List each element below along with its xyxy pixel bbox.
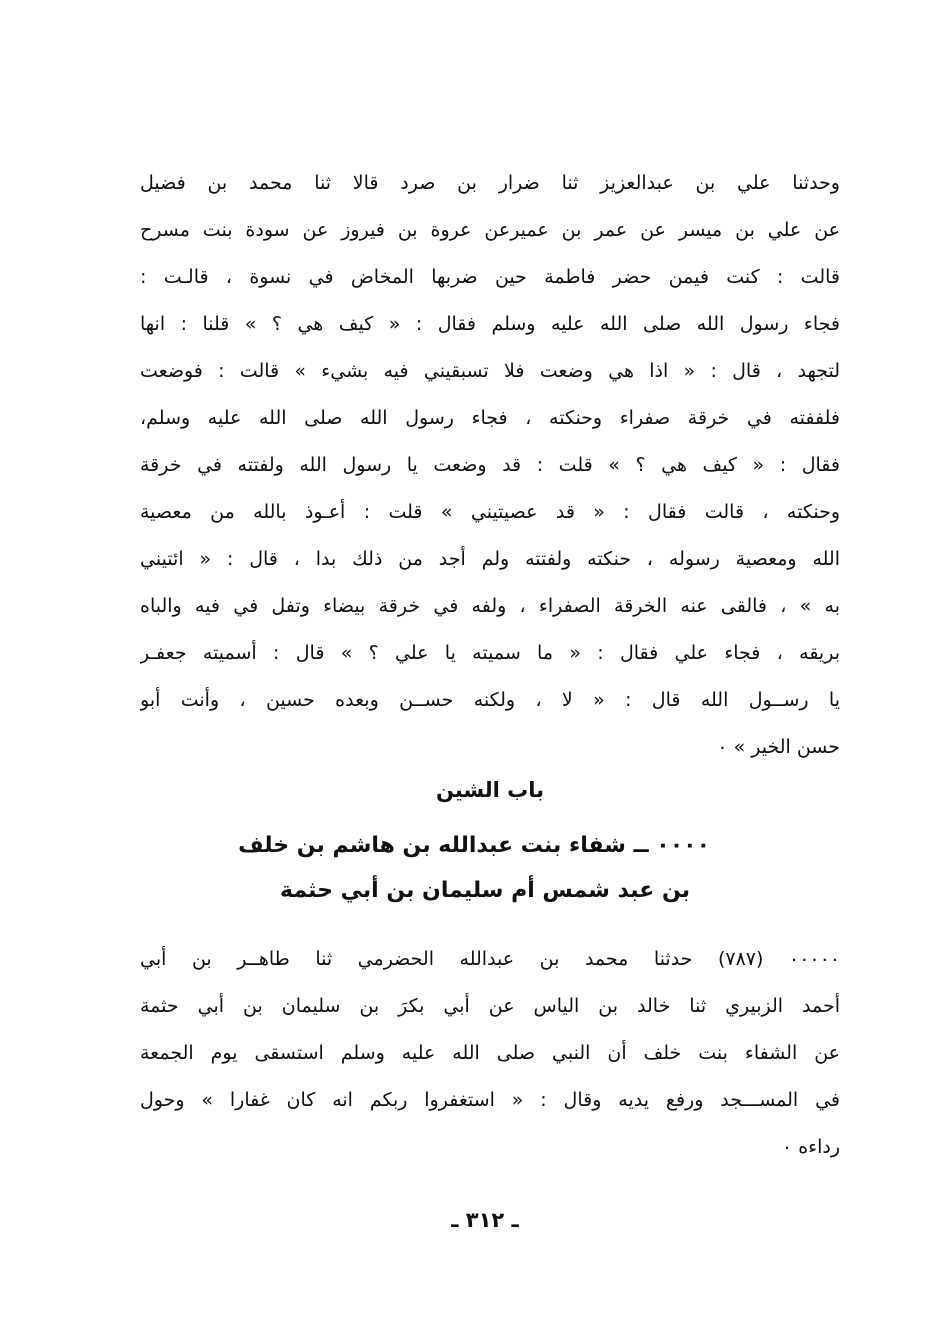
text-line: عن علي بن ميسر عن عمر بن عميرعن عروة بن فيروز عن سودة بنت مسرح bbox=[140, 219, 840, 241]
text-line: يا رســول الله قال : « لا ، ولكنه حســن وبعده حسين ، وأنت أبو bbox=[140, 689, 840, 711]
text-line: في المســـجد ورفع يديه وقال : « استغفروا ربكم انه كان غفارا » وحول bbox=[140, 1089, 840, 1111]
text-line: لتجهد ، قال : « اذا هي وضعت فلا تسبقيني فيه بشيء » قالت : فوضعت bbox=[140, 360, 840, 382]
text-line: حسن الخير » ٠ bbox=[717, 736, 840, 758]
text-line: بريقه ، فجاء علي فقال : « ما سميته يا علي ؟ » قال : أسميته جعفـر bbox=[140, 642, 840, 664]
text-line: أحمد الزبيري ثنا خالد بن الياس عن أبي بكرَ بن سليمان بن أبي حثمة bbox=[140, 995, 840, 1017]
text-line: فلففته في خرقة صفراء وحنكته ، فجاء رسول الله صلى الله عليه وسلم، bbox=[140, 407, 840, 429]
text-line: ٠٠٠٠٠ (٧٨٧) حدثنا محمد بن عبدالله الحضرمي ثنا طاهــر بن أبي bbox=[140, 948, 840, 970]
text-line: قالت : كنت فيمن حضر فاطمة حين ضربها المخاض في نسوة ، قالـت : bbox=[140, 266, 840, 288]
text-line: فقال : « كيف هي ؟ » قلت : قد وضعت يا رسول الله ولفتته في خرقة bbox=[140, 454, 840, 476]
text-line: وحدثنا علي بن عبدالعزيز ثنا ضرار بن صرد قالا ثنا محمد بن فضيل bbox=[140, 172, 840, 194]
section-heading: باب الشين bbox=[435, 778, 545, 802]
page-number: ـ ٣١٢ ـ bbox=[451, 1208, 519, 1232]
text-line: رداءه ٠ bbox=[781, 1136, 840, 1158]
narration-paragraph-2 bbox=[140, 936, 840, 1171]
text-line: به » ، فالقى عنه الخرقة الصفراء ، ولفه في خرقة بيضاء وتفل في فيه والباه bbox=[140, 595, 840, 617]
entry-heading-line: ٠٠٠٠ ــ شفاء بنت عبدالله بن هاشم بن خلف bbox=[238, 833, 710, 858]
text-line: عن الشفاء بنت خلف أن النبي صلى الله عليه وسلم استسقى يوم الجمعة bbox=[140, 1042, 840, 1064]
text-line: وحنكته ، قالت فقال : « قد عصيتيني » قلت : أعـوذ بالله من معصية bbox=[140, 501, 840, 523]
text-line: الله ومعصية رسوله ، حنكته ولفتته ولم أجد من ذلك بدا ، قال : « ائتيني bbox=[140, 548, 840, 570]
text-line: فجاء رسول الله صلى الله عليه وسلم فقال : « كيف هي ؟ » قلنا : انها bbox=[140, 313, 840, 335]
entry-heading-line: بن عبد شمس أم سليمان بن أبي حثمة bbox=[280, 878, 690, 903]
narration-paragraph-1 bbox=[140, 160, 840, 771]
